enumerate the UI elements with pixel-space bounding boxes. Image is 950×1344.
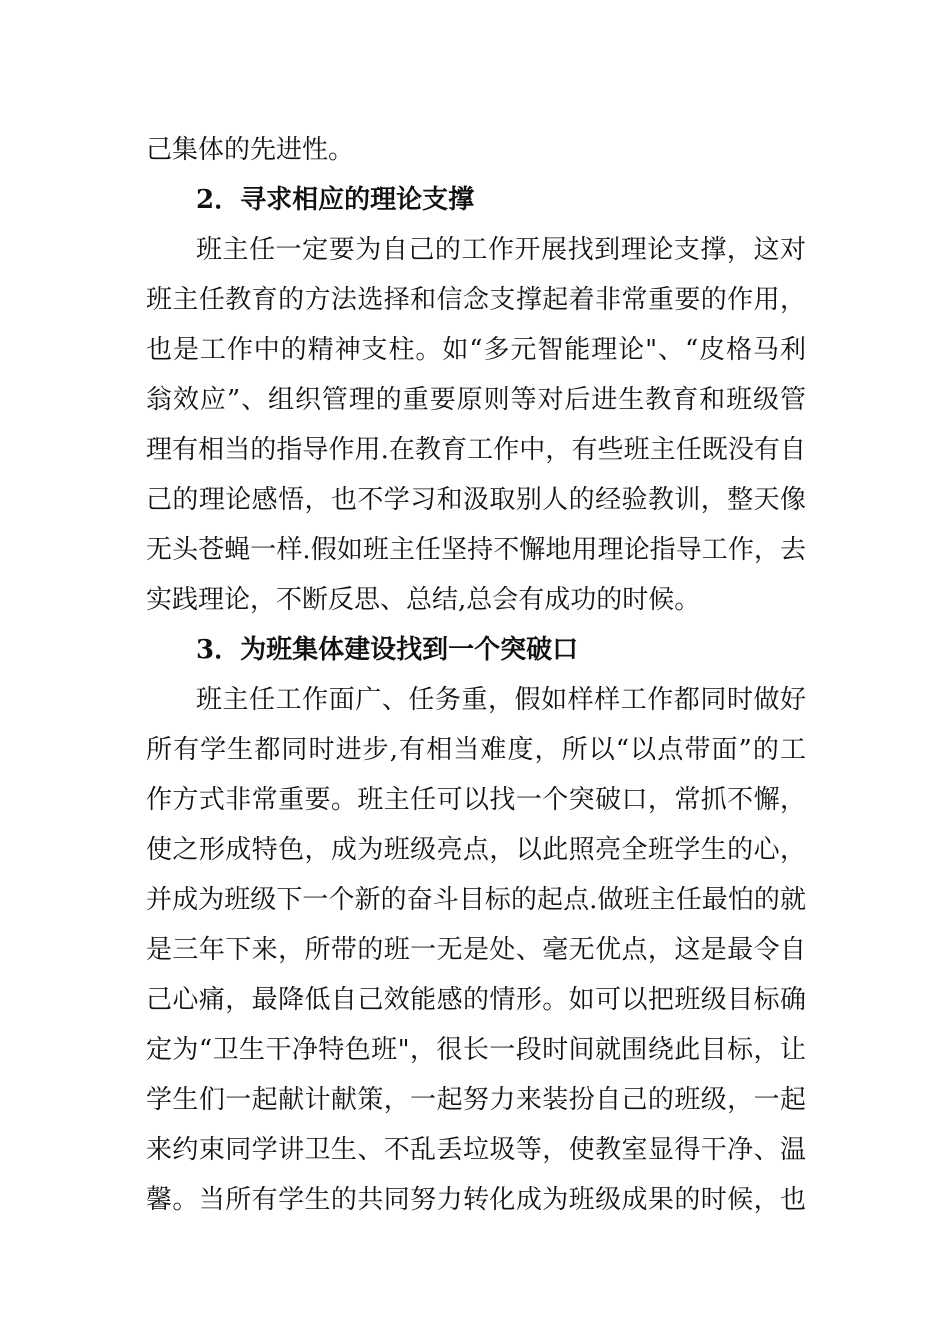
section-heading: 2．寻求相应的理论支撑 bbox=[196, 185, 475, 215]
paragraph-line: 也是工作中的精神支柱。如“多元智能理论"、“皮格马利 bbox=[146, 335, 806, 365]
paragraph-line: 己的理论感悟，也不学习和汲取别人的经验教训，整天像 bbox=[146, 485, 806, 515]
paragraph-line: 己心痛，最降低自己效能感的情形。如可以把班级目标确 bbox=[146, 985, 806, 1015]
paragraph-line: 所有学生都同时进步,有相当难度，所以“以点带面”的工 bbox=[146, 735, 806, 765]
paragraph-line: 来约束同学讲卫生、不乱丢垃圾等，使教室显得干净、温 bbox=[146, 1135, 806, 1165]
paragraph-line: 实践理论，不断反思、总结,总会有成功的时候。 bbox=[146, 585, 701, 615]
section-heading: 3．为班集体建设找到一个突破口 bbox=[196, 635, 579, 665]
paragraph-line: 理有相当的指导作用.在教育工作中，有些班主任既没有自 bbox=[146, 435, 806, 465]
paragraph-line: 学生们一起献计献策，一起努力来装扮自己的班级，一起 bbox=[146, 1085, 806, 1115]
paragraph-line: 班主任教育的方法选择和信念支撑起着非常重要的作用， bbox=[146, 285, 806, 315]
paragraph-line: 定为“卫生干净特色班"，很长一段时间就围绕此目标，让 bbox=[146, 1035, 806, 1065]
paragraph-line: 无头苍蝇一样.假如班主任坚持不懈地用理论指导工作，去 bbox=[146, 535, 806, 565]
paragraph-line: 班主任一定要为自己的工作开展找到理论支撑，这对 bbox=[196, 235, 806, 265]
paragraph-line: 并成为班级下一个新的奋斗目标的起点.做班主任最怕的就 bbox=[146, 885, 806, 915]
paragraph-line: 作方式非常重要。班主任可以找一个突破口，常抓不懈， bbox=[146, 785, 806, 815]
paragraph-line: 是三年下来，所带的班一无是处、毫无优点，这是最令自 bbox=[146, 935, 806, 965]
paragraph-line: 使之形成特色，成为班级亮点，以此照亮全班学生的心， bbox=[146, 835, 806, 865]
paragraph-line: 己集体的先进性。 bbox=[146, 135, 355, 165]
paragraph-line: 班主任工作面广、任务重，假如样样工作都同时做好 bbox=[196, 685, 806, 715]
paragraph-line: 馨。当所有学生的共同努力转化成为班级成果的时候，也 bbox=[146, 1185, 806, 1215]
paragraph-line: 翁效应”、组织管理的重要原则等对后进生教育和班级管 bbox=[146, 385, 806, 415]
